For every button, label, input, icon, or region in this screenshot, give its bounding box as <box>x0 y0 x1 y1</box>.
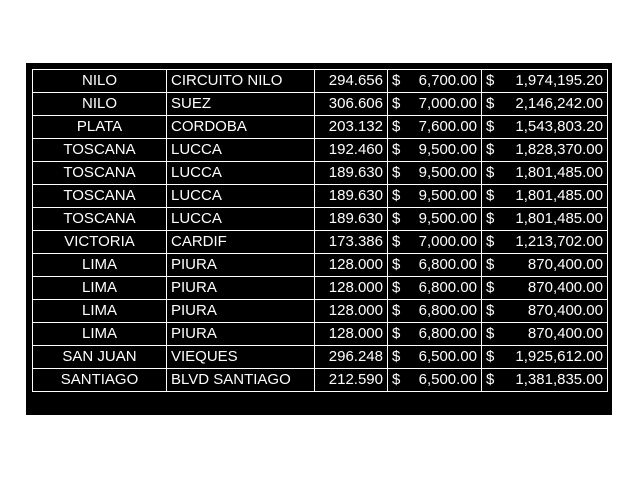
currency-symbol: $ <box>392 302 401 319</box>
currency-symbol: $ <box>486 72 495 89</box>
currency-symbol: $ <box>392 279 401 296</box>
currency-symbol: $ <box>486 233 495 250</box>
currency-symbol: $ <box>392 325 401 342</box>
price-value: 7,000.00 <box>418 233 477 250</box>
cell-region[interactable]: PLATA <box>33 116 167 139</box>
price-value: 9,500.00 <box>418 187 477 204</box>
price-value: 6,800.00 <box>418 325 477 342</box>
cell-region[interactable]: NILO <box>33 93 167 116</box>
total-value: 1,925,612.00 <box>515 348 603 365</box>
cell-region[interactable]: LIMA <box>33 323 167 346</box>
cell-region[interactable]: NILO <box>33 70 167 93</box>
cell-place[interactable]: BLVD SANTIAGO <box>167 369 315 392</box>
currency-symbol: $ <box>392 118 401 135</box>
cell-place[interactable]: CARDIF <box>167 231 315 254</box>
cell-total[interactable] <box>482 162 608 185</box>
table-row <box>33 70 608 93</box>
total-value: 1,801,485.00 <box>515 210 603 227</box>
price-value: 6,500.00 <box>418 348 477 365</box>
price-value: 7,000.00 <box>418 95 477 112</box>
cell-price[interactable] <box>388 300 482 323</box>
cell-total[interactable] <box>482 70 608 93</box>
price-value: 6,500.00 <box>418 371 477 388</box>
price-value: 6,700.00 <box>418 72 477 89</box>
cell-region[interactable]: SAN JUAN <box>33 346 167 369</box>
cell-price[interactable] <box>388 116 482 139</box>
cell-place[interactable]: PIURA <box>167 323 315 346</box>
price-value: 6,800.00 <box>418 302 477 319</box>
total-value: 1,828,370.00 <box>515 141 603 158</box>
currency-symbol: $ <box>486 302 495 319</box>
cell-place[interactable]: CORDOBA <box>167 116 315 139</box>
cell-price[interactable] <box>388 162 482 185</box>
cell-quantity[interactable]: 189.630 <box>315 208 388 231</box>
cell-total[interactable] <box>482 116 608 139</box>
cell-total[interactable] <box>482 185 608 208</box>
total-value: 870,400.00 <box>527 256 603 273</box>
cell-price[interactable] <box>388 139 482 162</box>
cell-region[interactable]: LIMA <box>33 300 167 323</box>
cell-total[interactable] <box>482 323 608 346</box>
currency-symbol: $ <box>486 279 495 296</box>
table-row <box>33 369 608 392</box>
cell-quantity[interactable]: 128.000 <box>315 300 388 323</box>
cell-price[interactable] <box>388 277 482 300</box>
currency-symbol: $ <box>486 118 495 135</box>
table-row <box>33 300 608 323</box>
cell-place[interactable]: VIEQUES <box>167 346 315 369</box>
currency-symbol: $ <box>392 371 401 388</box>
cell-price[interactable] <box>388 369 482 392</box>
total-value: 2,146,242.00 <box>515 95 603 112</box>
currency-symbol: $ <box>486 371 495 388</box>
table-row <box>33 139 608 162</box>
cell-region[interactable]: TOSCANA <box>33 162 167 185</box>
cell-quantity[interactable]: 294.656 <box>315 70 388 93</box>
cell-price[interactable] <box>388 93 482 116</box>
currency-symbol: $ <box>392 348 401 365</box>
total-value: 1,381,835.00 <box>515 371 603 388</box>
cell-total[interactable] <box>482 254 608 277</box>
currency-symbol: $ <box>392 256 401 273</box>
table-row <box>33 116 608 139</box>
cell-price[interactable] <box>388 254 482 277</box>
currency-symbol: $ <box>486 141 495 158</box>
total-value: 870,400.00 <box>527 325 603 342</box>
cell-total[interactable] <box>482 93 608 116</box>
cell-region[interactable]: TOSCANA <box>33 185 167 208</box>
cell-region[interactable]: SANTIAGO <box>33 369 167 392</box>
total-value: 1,974,195.20 <box>515 72 603 89</box>
cell-quantity[interactable]: 306.606 <box>315 93 388 116</box>
table-row <box>33 162 608 185</box>
price-value: 7,600.00 <box>418 118 477 135</box>
data-table <box>32 69 608 392</box>
cell-total[interactable] <box>482 208 608 231</box>
cell-quantity[interactable]: 189.630 <box>315 162 388 185</box>
currency-symbol: $ <box>486 325 495 342</box>
cell-total[interactable] <box>482 346 608 369</box>
price-value: 6,800.00 <box>418 279 477 296</box>
cell-total[interactable] <box>482 300 608 323</box>
cell-region[interactable]: VICTORIA <box>33 231 167 254</box>
cell-place[interactable]: SUEZ <box>167 93 315 116</box>
cell-place[interactable]: PIURA <box>167 254 315 277</box>
cell-place[interactable]: LUCCA <box>167 162 315 185</box>
cell-place[interactable]: CIRCUITO NILO <box>167 70 315 93</box>
cell-region[interactable]: LIMA <box>33 277 167 300</box>
cell-region[interactable]: TOSCANA <box>33 208 167 231</box>
cell-total[interactable] <box>482 139 608 162</box>
table-row <box>33 346 608 369</box>
cell-quantity[interactable]: 189.630 <box>315 185 388 208</box>
cell-price[interactable] <box>388 346 482 369</box>
table-body <box>33 70 608 392</box>
cell-total[interactable] <box>482 277 608 300</box>
table-row <box>33 277 608 300</box>
currency-symbol: $ <box>392 72 401 89</box>
total-value: 1,801,485.00 <box>515 187 603 204</box>
price-value: 9,500.00 <box>418 210 477 227</box>
cell-price[interactable] <box>388 70 482 93</box>
currency-symbol: $ <box>392 187 401 204</box>
cell-quantity[interactable]: 296.248 <box>315 346 388 369</box>
currency-symbol: $ <box>486 256 495 273</box>
cell-total[interactable] <box>482 369 608 392</box>
total-value: 1,213,702.00 <box>515 233 603 250</box>
total-value: 870,400.00 <box>527 302 603 319</box>
cell-quantity[interactable]: 203.132 <box>315 116 388 139</box>
price-value: 6,800.00 <box>418 256 477 273</box>
price-value: 9,500.00 <box>418 141 477 158</box>
cell-price[interactable] <box>388 185 482 208</box>
cell-total[interactable] <box>482 231 608 254</box>
cell-price[interactable] <box>388 231 482 254</box>
cell-price[interactable] <box>388 323 482 346</box>
cell-place[interactable]: PIURA <box>167 300 315 323</box>
currency-symbol: $ <box>392 95 401 112</box>
cell-place[interactable]: LUCCA <box>167 185 315 208</box>
cell-region[interactable]: TOSCANA <box>33 139 167 162</box>
currency-symbol: $ <box>392 164 401 181</box>
currency-symbol: $ <box>486 187 495 204</box>
cell-place[interactable]: LUCCA <box>167 139 315 162</box>
cell-price[interactable] <box>388 208 482 231</box>
table-row <box>33 254 608 277</box>
total-value: 1,543,803.20 <box>515 118 603 135</box>
cell-quantity[interactable]: 128.000 <box>315 254 388 277</box>
table-row <box>33 185 608 208</box>
price-value: 9,500.00 <box>418 164 477 181</box>
currency-symbol: $ <box>392 210 401 227</box>
table-row <box>33 323 608 346</box>
cell-quantity[interactable]: 128.000 <box>315 323 388 346</box>
total-value: 1,801,485.00 <box>515 164 603 181</box>
data-table-panel <box>26 63 612 415</box>
cell-quantity[interactable]: 212.590 <box>315 369 388 392</box>
table-row <box>33 208 608 231</box>
cell-place[interactable]: LUCCA <box>167 208 315 231</box>
currency-symbol: $ <box>486 210 495 227</box>
currency-symbol: $ <box>486 95 495 112</box>
currency-symbol: $ <box>486 348 495 365</box>
cell-place[interactable]: PIURA <box>167 277 315 300</box>
cell-quantity[interactable]: 192.460 <box>315 139 388 162</box>
table-row <box>33 93 608 116</box>
currency-symbol: $ <box>392 141 401 158</box>
currency-symbol: $ <box>486 164 495 181</box>
cell-quantity[interactable]: 128.000 <box>315 277 388 300</box>
cell-quantity[interactable]: 173.386 <box>315 231 388 254</box>
cell-region[interactable]: LIMA <box>33 254 167 277</box>
currency-symbol: $ <box>392 233 401 250</box>
table-row <box>33 231 608 254</box>
total-value: 870,400.00 <box>527 279 603 296</box>
